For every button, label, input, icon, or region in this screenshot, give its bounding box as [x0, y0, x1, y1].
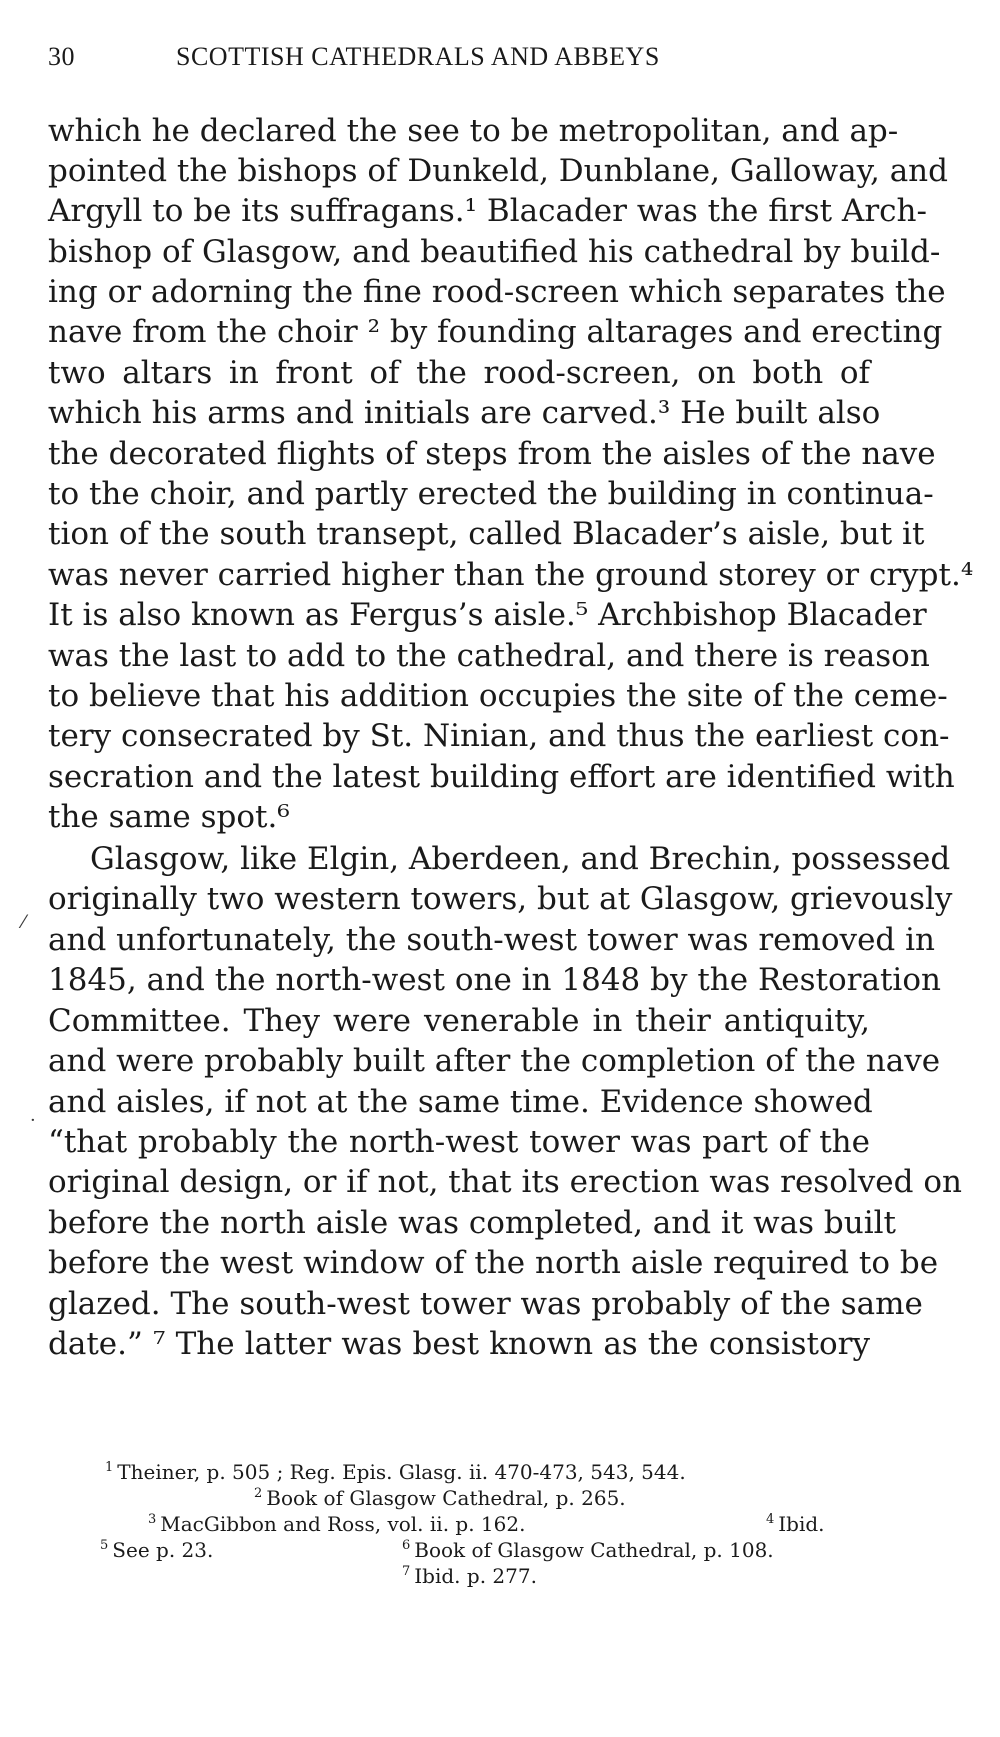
- running-title: SCOTTISH CATHEDRALS AND ABBEYS: [176, 42, 660, 71]
- text-line: two altars in front of the rood-screen, on both of: [48, 355, 870, 391]
- text-line: tion of the south transept, called Blacader’s aisle, but it: [48, 516, 925, 552]
- text-line: before the north aisle was completed, and it was built: [48, 1205, 897, 1241]
- page-number: 30: [48, 42, 75, 71]
- footnote-marker: 7: [402, 1564, 411, 1579]
- text-line: It is also known as Fergus’s aisle.⁵ Archbishop Blacader: [48, 597, 927, 633]
- text-line: and unfortunately, the south-west tower was removed in: [48, 922, 935, 958]
- footnote-marker: 2: [254, 1486, 263, 1501]
- text-line: “that probably the north-west tower was part of the: [48, 1124, 870, 1160]
- text-line: tery consecrated by St. Ninian, and thus the earliest con-: [48, 718, 950, 754]
- text-line: was the last to add to the cathedral, and there is reason: [48, 638, 930, 674]
- footnote-marker: 1: [105, 1460, 114, 1475]
- text-line: Argyll to be its suffragans.¹ Blacader was the first Arch-: [48, 193, 927, 229]
- footnote-text: Ibid. p. 277.: [414, 1564, 537, 1588]
- text-line: pointed the bishops of Dunkeld, Dunblane, Galloway, and: [48, 153, 948, 189]
- text-line: ing or adorning the fine rood-screen which separates the: [48, 274, 946, 310]
- text-line: which he declared the see to be metropolitan, and ap-: [48, 113, 899, 149]
- text-line: to believe that his addition occupies the site of the ceme-: [48, 678, 948, 714]
- footnote-text: See p. 23.: [112, 1538, 214, 1562]
- text-line: date.” ⁷ The latter was best known as the consistory: [48, 1326, 870, 1362]
- text-line: secration and the latest building effort are identified with: [48, 759, 955, 795]
- text-line: the same spot.⁶: [48, 799, 290, 835]
- footnote-text: Book of Glasgow Cathedral, p. 108.: [414, 1538, 774, 1562]
- footnote-5: [100, 1533, 213, 1563]
- text-line: Committee. They were venerable in their antiquity,: [48, 1003, 870, 1039]
- margin-mark: ⁄: [22, 912, 26, 933]
- text-line: and were probably built after the completion of the nave: [48, 1043, 941, 1079]
- page-header: [48, 42, 870, 82]
- text-line: bishop of Glasgow, and beautified his cathedral by build-: [48, 234, 941, 270]
- text-line: glazed. The south-west tower was probably of the same: [48, 1286, 923, 1322]
- text-line: nave from the choir ² by founding altarages and erecting: [48, 314, 943, 350]
- text-line: originally two western towers, but at Glasgow, grievously: [48, 881, 953, 917]
- footnote-7: [402, 1559, 537, 1589]
- margin-mark: ·: [30, 1110, 36, 1131]
- footnote-marker: 4: [766, 1512, 775, 1527]
- footnote-marker: 3: [148, 1512, 157, 1527]
- footnote-text: Ibid.: [778, 1512, 825, 1536]
- text-line: original design, or if not, that its erection was resolved on: [48, 1164, 962, 1200]
- text-line: which his arms and initials are carved.³ He built also: [48, 395, 881, 431]
- footnote-text: Theiner, p. 505 ; Reg. Epis. Glasg. ii. 470-473, 543, 544.: [117, 1460, 686, 1484]
- footnote-marker: 5: [100, 1538, 109, 1553]
- footnote-text: Book of Glasgow Cathedral, p. 265.: [266, 1486, 626, 1510]
- text-line: Glasgow, like Elgin, Aberdeen, and Brechin, possessed: [90, 841, 951, 877]
- text-line: to the choir, and partly erected the building in continua-: [48, 476, 934, 512]
- footnote-text: MacGibbon and Ross, vol. ii. p. 162.: [160, 1512, 526, 1536]
- footnote-marker: 6: [402, 1538, 411, 1553]
- footnote-4: [766, 1507, 825, 1537]
- text-line: 1845, and the north-west one in 1848 by the Restoration: [48, 962, 941, 998]
- text-line: and aisles, if not at the same time. Evidence showed: [48, 1084, 873, 1120]
- text-line: before the west window of the north aisle required to be: [48, 1245, 939, 1281]
- text-line: the decorated flights of steps from the aisles of the nave: [48, 436, 936, 472]
- text-line: was never carried higher than the ground storey or crypt.⁴: [48, 557, 974, 593]
